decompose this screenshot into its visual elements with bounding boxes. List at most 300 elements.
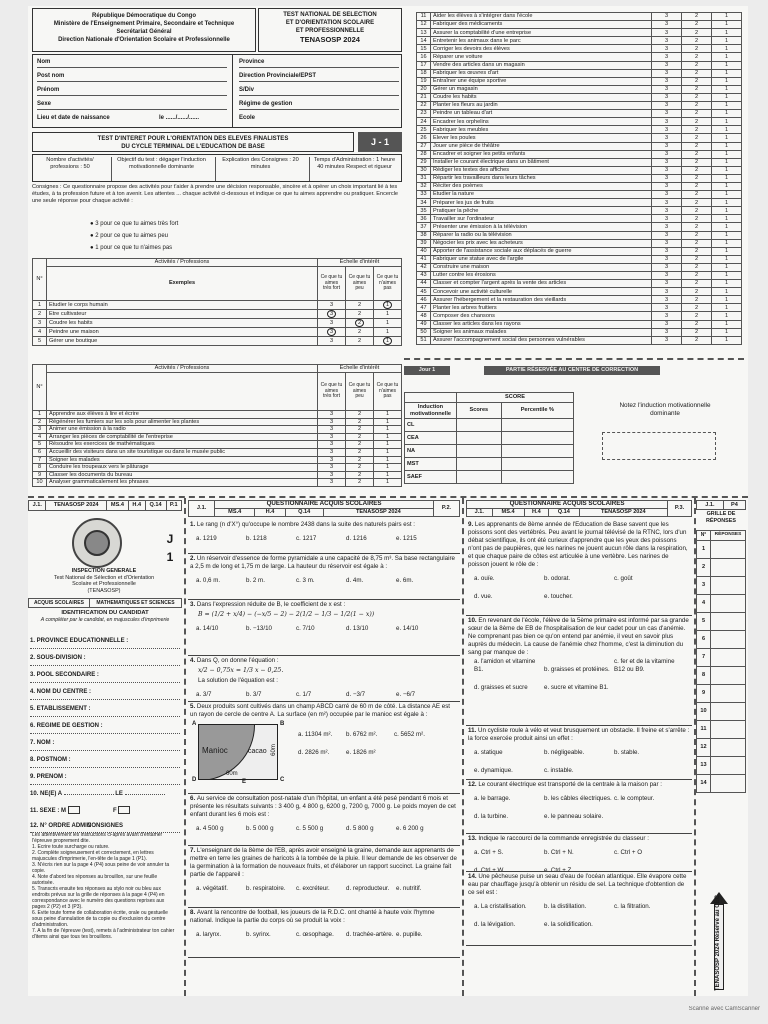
- scale-value[interactable]: 3: [652, 215, 682, 223]
- checkbox-m[interactable]: [68, 806, 80, 814]
- scale-value[interactable]: 2: [346, 418, 374, 426]
- answer-option[interactable]: a. 4 500 g: [196, 825, 224, 832]
- scale-value[interactable]: 3: [652, 304, 682, 312]
- scale-value[interactable]: 3: [329, 337, 334, 344]
- scale-value[interactable]: 1: [712, 85, 742, 93]
- scale-value[interactable]: 1: [712, 231, 742, 239]
- scale-value[interactable]: 3: [652, 126, 682, 134]
- scale-value[interactable]: 3: [652, 142, 682, 150]
- answer-cell[interactable]: [711, 667, 746, 685]
- scale-value[interactable]: 1: [374, 441, 402, 449]
- scale-value[interactable]: 3: [652, 102, 682, 110]
- scale-value[interactable]: 2: [682, 29, 712, 37]
- cand-field[interactable]: 5. ETABLISSEMENT :: [30, 700, 180, 717]
- field-birth[interactable]: Lieu et date de naissance: [37, 115, 110, 121]
- scale-value[interactable]: 2: [682, 255, 712, 263]
- scale-value[interactable]: 2: [682, 296, 712, 304]
- item-row: [417, 126, 742, 134]
- answer-option[interactable]: c. Ctrl + O: [614, 849, 643, 856]
- scale-value[interactable]: 2: [682, 166, 712, 174]
- scale-value[interactable]: 2: [682, 231, 712, 239]
- scale-value[interactable]: 3: [652, 118, 682, 126]
- percentile-cell[interactable]: [501, 458, 573, 471]
- scale-value[interactable]: 2: [682, 93, 712, 101]
- scale-value[interactable]: 2: [682, 328, 712, 336]
- scale-value[interactable]: 3: [318, 418, 346, 426]
- answer-option[interactable]: b. −13/10: [246, 625, 272, 632]
- answer-cell[interactable]: [711, 739, 746, 757]
- answer-option[interactable]: c. le compteur.: [614, 795, 655, 802]
- scale-value[interactable]: 1: [712, 142, 742, 150]
- scale-value[interactable]: 3: [652, 110, 682, 118]
- scale-value[interactable]: 3: [652, 255, 682, 263]
- checkbox-f[interactable]: [118, 806, 130, 814]
- row-activity: Régénérer les fumiers sur les sols pour alimenter les plantes: [47, 418, 318, 426]
- scale-value[interactable]: 2: [346, 411, 374, 419]
- scale-value[interactable]: 2: [346, 471, 374, 479]
- scale-value[interactable]: 3: [329, 319, 334, 326]
- score-cell[interactable]: [457, 471, 502, 484]
- answer-option[interactable]: e. sucre et vitamine B1.: [544, 684, 609, 691]
- scale-value[interactable]: 2: [682, 13, 712, 21]
- row-number: 3: [33, 319, 47, 328]
- scale-value[interactable]: 3: [652, 13, 682, 21]
- scale-value[interactable]: 3: [652, 77, 682, 85]
- scale-value[interactable]: 3: [652, 174, 682, 182]
- answer-option[interactable]: e. le panneau solaire.: [544, 813, 604, 820]
- answer-option[interactable]: e. la solidification.: [544, 921, 593, 928]
- scale-value[interactable]: 3: [652, 272, 682, 280]
- scale-value[interactable]: 3: [318, 456, 346, 464]
- scale-value[interactable]: 3: [652, 191, 682, 199]
- answer-option[interactable]: c. 1217: [296, 535, 317, 542]
- scale-value[interactable]: 2: [682, 110, 712, 118]
- percentile-cell[interactable]: [501, 471, 573, 484]
- answer-option[interactable]: a. 14/10: [196, 625, 219, 632]
- scale-value[interactable]: 3: [652, 134, 682, 142]
- cand-field[interactable]: 12. N° ORDRE ADMIN: [30, 819, 180, 833]
- scale-value[interactable]: 2: [682, 158, 712, 166]
- scale-value[interactable]: 2: [682, 191, 712, 199]
- scale-value[interactable]: 1: [374, 411, 402, 419]
- scale-value[interactable]: 2: [682, 77, 712, 85]
- scale-value[interactable]: 3: [318, 411, 346, 419]
- answer-option[interactable]: e. Ctrl + Z.: [544, 867, 574, 872]
- answer-option[interactable]: d. −3/7: [346, 691, 366, 698]
- percentile-cell[interactable]: [501, 419, 573, 432]
- scale-value[interactable]: 3: [652, 45, 682, 53]
- field-province[interactable]: Province: [239, 57, 399, 68]
- scale-value[interactable]: 2: [357, 328, 362, 335]
- field-ecole[interactable]: Ecole: [239, 115, 256, 121]
- scale-value[interactable]: 1: [712, 134, 742, 142]
- scale-value[interactable]: 1: [712, 328, 742, 336]
- scale-value[interactable]: 3: [327, 328, 336, 336]
- answer-option[interactable]: d. la lévigation.: [474, 921, 516, 928]
- scale-value[interactable]: 1: [712, 223, 742, 231]
- field-prenom[interactable]: Prénom: [37, 85, 227, 96]
- answer-option[interactable]: c. 5 500 g: [296, 825, 324, 832]
- scale-value[interactable]: 1: [712, 312, 742, 320]
- score-cell[interactable]: [457, 458, 502, 471]
- answer-option[interactable]: e. dynamique.: [474, 767, 513, 774]
- answer-option[interactable]: c. 1/7: [296, 691, 312, 698]
- scale-value[interactable]: 3: [318, 471, 346, 479]
- answer-option[interactable]: d. 5 800 g: [346, 825, 374, 832]
- scale-value[interactable]: 3: [652, 328, 682, 336]
- scale-value[interactable]: 1: [712, 182, 742, 190]
- scale-value[interactable]: 3: [652, 231, 682, 239]
- scale-value[interactable]: 2: [682, 320, 712, 328]
- scale-value[interactable]: 2: [682, 272, 712, 280]
- scale-value[interactable]: 3: [652, 199, 682, 207]
- answer-cell[interactable]: [711, 775, 746, 793]
- cand-field[interactable]: 8. POSTNOM :: [30, 751, 180, 768]
- percentile-cell[interactable]: [501, 432, 573, 445]
- row-activity: Entretenir les animaux dans le parc: [431, 37, 652, 45]
- scale-value[interactable]: 3: [652, 29, 682, 37]
- cand-field-ne[interactable]: 10. NE(E) A: [30, 791, 62, 797]
- scale-value[interactable]: 1: [374, 471, 402, 479]
- scale-value[interactable]: 1: [383, 337, 392, 345]
- scale-value[interactable]: 2: [682, 142, 712, 150]
- scale-value[interactable]: 2: [682, 85, 712, 93]
- scale-value[interactable]: 1: [374, 448, 402, 456]
- answer-cell[interactable]: [711, 703, 746, 721]
- scale-value[interactable]: 1: [712, 288, 742, 296]
- row-number: 12: [417, 21, 431, 29]
- answer-option[interactable]: a. l'amidon et vitamine B1.: [474, 658, 536, 673]
- field-postnom[interactable]: Post nom: [37, 71, 227, 82]
- scale-value[interactable]: 1: [712, 320, 742, 328]
- answer-option[interactable]: e. 6m.: [396, 577, 414, 584]
- row-number: 11: [417, 13, 431, 21]
- scale-value[interactable]: 3: [652, 207, 682, 215]
- scale-value[interactable]: 3: [652, 21, 682, 29]
- scale-value[interactable]: 3: [652, 288, 682, 296]
- row-number: 5: [33, 441, 47, 449]
- answer-cell[interactable]: [711, 757, 746, 775]
- scale-value[interactable]: 2: [682, 118, 712, 126]
- scale-value[interactable]: 2: [682, 304, 712, 312]
- scale-value[interactable]: 1: [374, 456, 402, 464]
- scale-value[interactable]: 2: [682, 247, 712, 255]
- percentile-cell[interactable]: [501, 445, 573, 458]
- scale-value[interactable]: 2: [346, 441, 374, 449]
- scale-value[interactable]: 3: [652, 263, 682, 271]
- cand-field[interactable]: 9. PRENOM :: [30, 768, 180, 785]
- scale-value[interactable]: 2: [682, 182, 712, 190]
- scale-value[interactable]: 1: [712, 158, 742, 166]
- field-nom[interactable]: Nom: [37, 57, 227, 68]
- answer-option[interactable]: c. instable.: [544, 767, 574, 774]
- scale-value[interactable]: 1: [712, 296, 742, 304]
- field-regime[interactable]: Régime de gestion: [239, 99, 399, 110]
- answer-option[interactable]: c. goût: [614, 575, 633, 582]
- scale-value[interactable]: 1: [712, 199, 742, 207]
- scale-value[interactable]: 2: [346, 426, 374, 434]
- scale-value[interactable]: 3: [327, 310, 336, 318]
- answer-option[interactable]: e. 1826 m²: [346, 749, 376, 756]
- scale-value[interactable]: 1: [712, 255, 742, 263]
- scale-value[interactable]: 1: [374, 479, 402, 487]
- scale-value[interactable]: 1: [712, 263, 742, 271]
- answer-option[interactable]: e. 6 200 g: [396, 825, 424, 832]
- answer-option[interactable]: b. 1218: [246, 535, 267, 542]
- answer-cell[interactable]: [711, 595, 746, 613]
- answer-option[interactable]: c. œsophage.: [296, 931, 334, 938]
- scale-value[interactable]: 2: [346, 456, 374, 464]
- answer-option[interactable]: e. toucher.: [544, 593, 573, 600]
- scale-value[interactable]: 2: [682, 199, 712, 207]
- induction-box[interactable]: [602, 432, 716, 460]
- test-line: TENASOSP 2024: [300, 35, 360, 44]
- scale-value[interactable]: 1: [712, 174, 742, 182]
- cand-field[interactable]: 1. PROVINCE EDUCATIONNELLE :: [30, 632, 180, 649]
- scale-value[interactable]: 1: [374, 433, 402, 441]
- answer-option[interactable]: a. 1219: [196, 535, 217, 542]
- answer-option[interactable]: b. 5 000 g: [246, 825, 274, 832]
- scale-value[interactable]: 3: [318, 479, 346, 487]
- answer-option[interactable]: a. végétatif.: [196, 885, 228, 892]
- row-activity: Classer les documents du bureau: [47, 471, 318, 479]
- scale-value[interactable]: 3: [318, 433, 346, 441]
- answer-cell[interactable]: [711, 541, 746, 559]
- answer-option[interactable]: b. Ctrl + N.: [544, 849, 574, 856]
- score-cell[interactable]: [457, 432, 502, 445]
- scale-value[interactable]: 1: [712, 37, 742, 45]
- scale-value[interactable]: 2: [682, 37, 712, 45]
- answer-option[interactable]: b. les câbles électriques.: [544, 795, 612, 802]
- scale-value[interactable]: 1: [712, 126, 742, 134]
- answer-option[interactable]: a. ouïe.: [474, 575, 495, 582]
- scale-value[interactable]: 3: [652, 37, 682, 45]
- answer-cell[interactable]: [711, 559, 746, 577]
- scale-value[interactable]: 2: [682, 223, 712, 231]
- row-activity: Présenter une émission à la télévision: [431, 223, 652, 231]
- answer-option[interactable]: d. reproducteur.: [346, 885, 390, 892]
- answer-option[interactable]: b. graisses et protéines.: [544, 666, 610, 673]
- scale-value[interactable]: 1: [383, 301, 392, 309]
- scale-value[interactable]: 2: [357, 301, 362, 308]
- scale-value[interactable]: 3: [652, 296, 682, 304]
- answer-option[interactable]: b. 3/7: [246, 691, 262, 698]
- answer-option[interactable]: e. pupille.: [396, 931, 423, 938]
- cand-field[interactable]: 7. NOM :: [30, 734, 180, 751]
- scale-value[interactable]: 3: [652, 320, 682, 328]
- answer-option[interactable]: a. 0,6 m.: [196, 577, 221, 584]
- scale-value[interactable]: 1: [712, 53, 742, 61]
- answer-option[interactable]: b. stable.: [614, 749, 640, 756]
- scale-value[interactable]: 1: [712, 21, 742, 29]
- scale-value[interactable]: 1: [712, 207, 742, 215]
- answer-option[interactable]: b. la distillation.: [544, 903, 587, 910]
- cand-field[interactable]: 6. REGIME DE GESTION :: [30, 717, 180, 734]
- cand-field[interactable]: 2. SOUS-DIVISION :: [30, 649, 180, 666]
- scale-value[interactable]: 1: [712, 118, 742, 126]
- scale-value[interactable]: 1: [712, 191, 742, 199]
- scale-value[interactable]: 2: [357, 310, 362, 317]
- scale-value[interactable]: 2: [682, 215, 712, 223]
- answer-option[interactable]: d. vue.: [474, 593, 493, 600]
- scale-value[interactable]: 2: [682, 207, 712, 215]
- answer-option[interactable]: a. Ctrl + S.: [474, 849, 504, 856]
- scale-value[interactable]: 2: [682, 150, 712, 158]
- answer-option[interactable]: a. statique: [474, 749, 503, 756]
- scale-value[interactable]: 2: [355, 319, 364, 327]
- answer-option[interactable]: d. Ctrl + W.: [474, 867, 505, 872]
- scale-value[interactable]: 1: [712, 93, 742, 101]
- answer-option[interactable]: e. 1215: [396, 535, 417, 542]
- answer-option[interactable]: e. nutritif.: [396, 885, 422, 892]
- cand-field[interactable]: 3. POOL SECONDAIRE :: [30, 666, 180, 683]
- answer-cell[interactable]: [711, 721, 746, 739]
- scale-value[interactable]: 3: [318, 448, 346, 456]
- scale-value[interactable]: 2: [346, 433, 374, 441]
- scale-value[interactable]: 2: [346, 448, 374, 456]
- scale-value[interactable]: 1: [374, 426, 402, 434]
- answer-option[interactable]: e. −6/7: [396, 691, 416, 698]
- scale-value[interactable]: 3: [652, 93, 682, 101]
- answer-option[interactable]: e. 14/10: [396, 625, 419, 632]
- scale-value[interactable]: 3: [318, 464, 346, 472]
- field-sdiv[interactable]: S/Div: [239, 85, 399, 96]
- field-direction[interactable]: Direction Provinciale/EPST: [239, 71, 399, 82]
- scale-value[interactable]: 3: [652, 312, 682, 320]
- scale-value[interactable]: 3: [652, 61, 682, 69]
- scale-value[interactable]: 2: [682, 336, 712, 344]
- scale-value[interactable]: 3: [329, 301, 334, 308]
- scale-value[interactable]: 2: [682, 288, 712, 296]
- scale-value[interactable]: 2: [682, 21, 712, 29]
- scale-value[interactable]: 2: [682, 312, 712, 320]
- row-activity: Soigner les animaux malades: [431, 328, 652, 336]
- answer-option[interactable]: a. 11304 m².: [298, 731, 333, 738]
- answer-option[interactable]: d. 13/10: [346, 625, 369, 632]
- scale-value[interactable]: 3: [652, 336, 682, 344]
- answer-option[interactable]: c. la filtration.: [614, 903, 651, 910]
- answer-option[interactable]: d. la turbine.: [474, 813, 509, 820]
- scale-value[interactable]: 2: [682, 102, 712, 110]
- answer-option[interactable]: c. excréteur.: [296, 885, 330, 892]
- answer-option[interactable]: a. 3/7: [196, 691, 212, 698]
- answer-cell[interactable]: [711, 685, 746, 703]
- scale-value[interactable]: 3: [652, 239, 682, 247]
- scale-value[interactable]: 1: [712, 304, 742, 312]
- scale-value[interactable]: 2: [682, 174, 712, 182]
- answer-option[interactable]: d. 2826 m².: [298, 749, 330, 756]
- answer-option[interactable]: a. larynx.: [196, 931, 222, 938]
- answer-option[interactable]: c. 3 m.: [296, 577, 315, 584]
- score-cell[interactable]: [457, 445, 502, 458]
- scale-value[interactable]: 3: [652, 69, 682, 77]
- answer-cell[interactable]: [711, 631, 746, 649]
- answer-cell[interactable]: [711, 613, 746, 631]
- scale-value[interactable]: 2: [346, 464, 374, 472]
- answer-option[interactable]: d. graisses et sucre: [474, 684, 528, 691]
- answer-option[interactable]: b. 2 m.: [246, 577, 265, 584]
- scale-value[interactable]: 2: [357, 337, 362, 344]
- scale-value[interactable]: 2: [682, 280, 712, 288]
- answer-option[interactable]: b. syrinx.: [246, 931, 271, 938]
- scale-value[interactable]: 1: [712, 280, 742, 288]
- scale-value[interactable]: 2: [682, 239, 712, 247]
- field-sexe[interactable]: Sexe: [37, 99, 227, 110]
- item-row: [417, 231, 742, 239]
- answer-option[interactable]: b. odorat.: [544, 575, 571, 582]
- scale-value[interactable]: 1: [712, 29, 742, 37]
- scale-value[interactable]: 1: [712, 150, 742, 158]
- scale-value[interactable]: 2: [346, 479, 374, 487]
- scale-value[interactable]: 3: [652, 166, 682, 174]
- scale-value[interactable]: 1: [385, 328, 390, 335]
- answer-option[interactable]: c. 5652 m².: [394, 731, 425, 738]
- scale-value[interactable]: 1: [712, 110, 742, 118]
- scale-value[interactable]: 3: [652, 85, 682, 93]
- scale-value[interactable]: 3: [318, 441, 346, 449]
- answer-option[interactable]: d. trachée-artère.: [346, 931, 394, 938]
- answer-option[interactable]: d. 4m.: [346, 577, 364, 584]
- scale-value[interactable]: 1: [712, 102, 742, 110]
- answer-option[interactable]: b. négligeable.: [544, 749, 585, 756]
- scale-value[interactable]: 1: [712, 45, 742, 53]
- scale-value[interactable]: 2: [682, 126, 712, 134]
- scale-value[interactable]: 2: [682, 263, 712, 271]
- scale-value[interactable]: 3: [652, 223, 682, 231]
- scale-value[interactable]: 3: [652, 158, 682, 166]
- scale-value[interactable]: 1: [712, 215, 742, 223]
- answer-cell[interactable]: [711, 577, 746, 595]
- scale-value[interactable]: 1: [374, 464, 402, 472]
- scale-value[interactable]: 1: [712, 272, 742, 280]
- scale-value[interactable]: 3: [652, 150, 682, 158]
- scale-value[interactable]: 2: [682, 69, 712, 77]
- scale-value[interactable]: 1: [385, 319, 390, 326]
- scale-value[interactable]: 1: [712, 69, 742, 77]
- scale-value[interactable]: 3: [652, 182, 682, 190]
- scale-value[interactable]: 1: [712, 247, 742, 255]
- scale-value[interactable]: 2: [682, 53, 712, 61]
- scale-value[interactable]: 3: [652, 53, 682, 61]
- answer-option[interactable]: a. le barrage.: [474, 795, 511, 802]
- answer-option[interactable]: b. 6762 m².: [346, 731, 378, 738]
- row-activity: Pratiquer la pêche: [431, 207, 652, 215]
- answer-cell[interactable]: [711, 649, 746, 667]
- scale-value[interactable]: 3: [652, 247, 682, 255]
- scale-value[interactable]: 1: [374, 418, 402, 426]
- scale-value[interactable]: 2: [682, 134, 712, 142]
- answer-option[interactable]: b. respiratoire.: [246, 885, 286, 892]
- scale-value[interactable]: 1: [712, 166, 742, 174]
- scale-value[interactable]: 1: [712, 61, 742, 69]
- cand-field[interactable]: 4. NOM DU CENTRE :: [30, 683, 180, 700]
- answer-option[interactable]: a. La cristallisation.: [474, 903, 527, 910]
- p2-strip: J.1. QUESTIONNAIRE ACQUIS SCOLAIRES P.2. MS.4 H.4 Q.14 TENASOSP 2024: [188, 500, 460, 517]
- scale-value[interactable]: 1: [712, 13, 742, 21]
- score-cell[interactable]: [457, 419, 502, 432]
- scale-value[interactable]: 3: [652, 280, 682, 288]
- scale-value[interactable]: 1: [712, 336, 742, 344]
- scale-value[interactable]: 1: [712, 77, 742, 85]
- scale-value[interactable]: 3: [318, 426, 346, 434]
- scale-value[interactable]: 1: [385, 310, 390, 317]
- scale-value[interactable]: 2: [682, 45, 712, 53]
- answer-option[interactable]: d. 1216: [346, 535, 367, 542]
- scale-value[interactable]: 2: [682, 61, 712, 69]
- answer-option[interactable]: c. fer et de la vitamine B12 ou B9.: [614, 658, 675, 673]
- scale-value[interactable]: 1: [712, 239, 742, 247]
- answer-option[interactable]: c. 7/10: [296, 625, 315, 632]
